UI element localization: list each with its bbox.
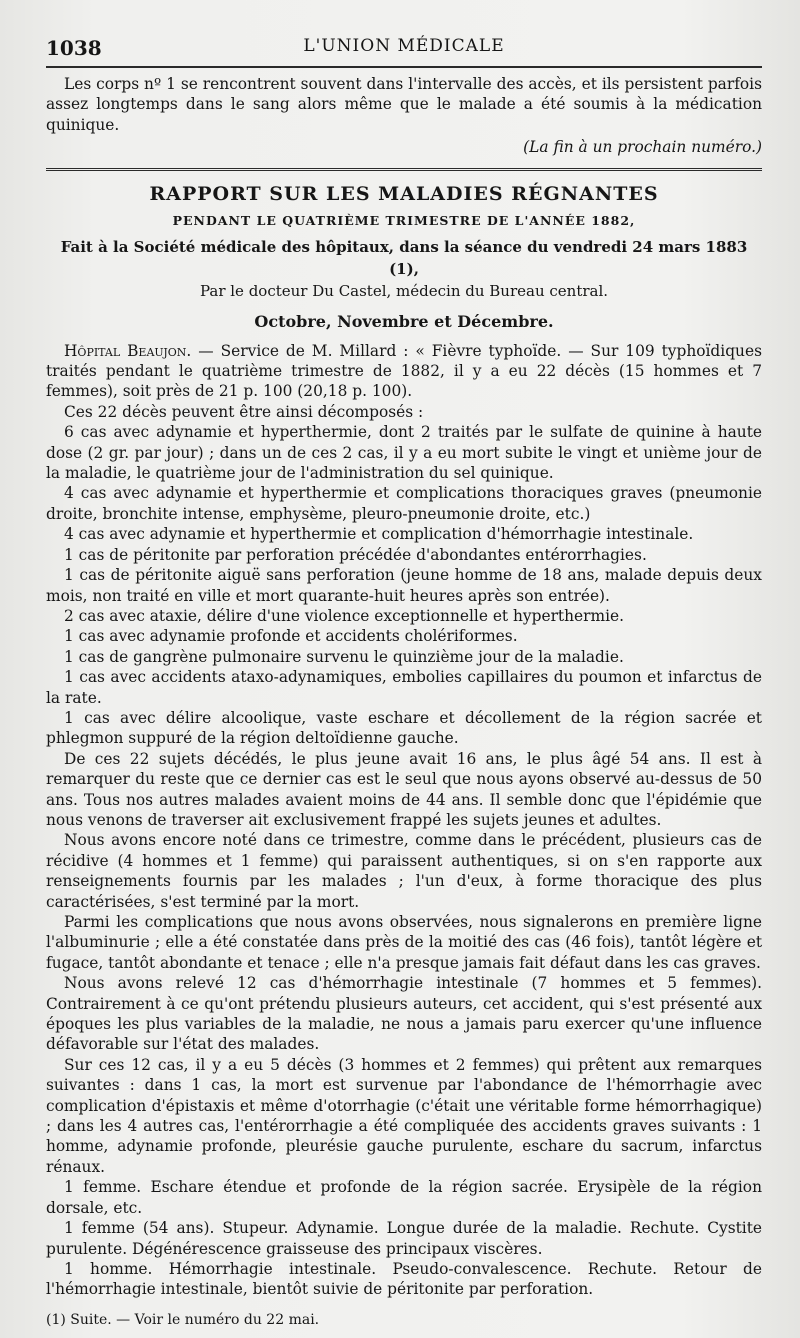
report-subtitle: PENDANT LE QUATRIÈME TRIMESTRE DE L'ANNÉE 1882, xyxy=(172,212,636,228)
paragraph: Ces 22 décès peuvent être ainsi décomposés : xyxy=(64,402,424,421)
paragraph: 6 cas avec adynamie et hyperthermie, dont 2 traités par le sulfate de quinine à haute dose (2 gr. par jour) ; dans un de ces 2 cas, il y a eu mort subite le vingt et unième jour de la maladie, le quatrième jour de l'administration du sel quinique. xyxy=(46,423,762,483)
paragraph: 1 femme (54 ans). Stupeur. Adynamie. Longue durée de la maladie. Rechute. Cystite purulente. Dégénérescence graisseuse des principaux viscères. xyxy=(46,1219,762,1258)
paragraph: 1 cas avec adynamie profonde et accidents cholériformes. xyxy=(64,627,518,646)
report-title: RAPPORT SUR LES MALADIES RÉGNANTES xyxy=(149,182,659,205)
paragraph: Parmi les complications que nous avons observées, nous signalerons en première ligne l'albuminurie ; elle a été constatée dans près de la moitié des cas (46 fois), tantôt légère et fugace, tantôt abondante et tenace ; elle n'a presque jamais fait défaut dans les cas graves. xyxy=(46,913,762,972)
paragraph: 4 cas avec adynamie et hyperthermie et complication d'hémorrhagie intestinale. xyxy=(64,525,694,544)
hospital-label: Hôpital Beaujon. — xyxy=(64,341,214,360)
paragraph: Nous avons relevé 12 cas d'hémorrhagie intestinale (7 hommes et 5 femmes). Contrairement à ce qu'ont prétendu plusieurs auteurs, cet accident, qui s'est présenté aux époques les plus variables de la maladie, ne nous a jamais paru exercer qu'une influence défavorable sur l'état des malades. xyxy=(46,974,762,1054)
paragraph: 1 homme. Hémorrhagie intestinale. Pseudo-convalescence. Rechute. Retour de l'hémorrhagie intestinale, bientôt suivie de péritonite par perforation. xyxy=(46,1259,762,1299)
paragraph: 1 cas de gangrène pulmonaire survenu le quinzième jour de la maladie. xyxy=(64,647,624,666)
journal-title: L'UNION MÉDICALE xyxy=(303,36,505,56)
paragraph: 1 cas de péritonite aiguë sans perforation (jeune homme de 18 ans, malade depuis deux mois, non traité en ville et mort quarante-huit heures après son entrée). xyxy=(46,566,762,605)
paragraph: Nous avons encore noté dans ce trimestre, comme dans le précédent, plusieurs cas de récidive (4 hommes et 1 femme) qui paraissent authentiques, si on s'en rapporte aux renseignements fournis par les malades ; l'un d'eux, à forme thoracique des plus caractérisées, s'est terminé par la mort. xyxy=(46,831,762,911)
paragraph: 1 cas avec accidents ataxo-adynamiques, embolies capillaires du poumon et infarctus de la rate. xyxy=(46,668,762,707)
paragraph: 1 cas de péritonite par perforation précédée d'abondantes entérorrhagies. xyxy=(64,545,647,564)
paragraph: 1 femme. Eschare étendue et profonde de la région sacrée. Erysipèle de la région dorsale, etc. xyxy=(46,1178,762,1217)
paragraph: 1 cas avec délire alcoolique, vaste eschare et décollement de la région sacrée et phlegmon suppuré de la région deltoïdienne gauche. xyxy=(46,708,762,748)
paragraph: 4 cas avec adynamie et hyperthermie et complications thoraciques graves (pneumonie droite, bronchite intense, emphysème, pleuro-pneumonie droite, etc.) xyxy=(46,484,762,523)
report-months: Octobre, Novembre et Décembre. xyxy=(254,311,554,331)
report-byline-2: Par le docteur Du Castel, médecin du Bureau central. xyxy=(199,281,609,300)
report-body xyxy=(46,402,762,1300)
footnote: (1) Suite. — Voir le numéro du 22 mai. xyxy=(46,1311,320,1328)
paragraph: Sur ces 12 cas, il y a eu 5 décès (3 hommes et 2 femmes) qui prêtent aux remarques suivantes : dans 1 cas, la mort est survenue par l'abondance de l'hémorrhagie avec complication d'épistaxis et même d'otorrhagie (c'était une véritable forme hémorrhagique) ; dans les 4 autres cas, l'entérorrhagie a été compliquée des accidents graves suivants : 1 homme, adynamie profonde, pleurésie gauche purulente, eschare du sacrum, infarctus rénaux. xyxy=(46,1055,762,1176)
continuation-note: (La fin à un prochain numéro.) xyxy=(523,138,762,157)
paragraph: De ces 22 sujets décédés, le plus jeune avait 16 ans, le plus âgé 54 ans. Il est à remarquer du reste que ce dernier cas est le seul que nous ayons observé au-dessus de 50 ans. Tous nos autres malades avaient moins de 44 ans. Il semble donc que l'épidémie que nous venons de traverser ait exclusivement frappé les sujets jeunes et adultes. xyxy=(46,749,762,829)
running-head xyxy=(46,28,762,62)
report-byline-1: Fait à la Société médicale des hôpitaux, dans la séance du vendredi 24 mars 1883 (1), xyxy=(60,237,748,278)
section-separator xyxy=(46,168,762,173)
page-number: 1038 xyxy=(46,36,102,60)
intro-text: Service de M. Millard : « Fièvre typhoïde. — Sur 109 typhoïdiques traités pendant le quatrième trimestre de 1882, il y a eu 22 décès (15 hommes et 7 femmes), soit près de 21 p. 100 (20,18 p. 100). xyxy=(46,341,762,401)
intro-paragraph xyxy=(46,341,762,402)
previous-article-end: Les corps nº 1 se rencontrent souvent dans l'intervalle des accès, et ils persistent parfois assez longtemps dans le sang alors même que le malade a été soumis à la médication quinique. xyxy=(46,75,762,134)
paragraph: 2 cas avec ataxie, délire d'une violence exceptionnelle et hyperthermie. xyxy=(64,606,625,625)
header-rule xyxy=(46,66,762,68)
